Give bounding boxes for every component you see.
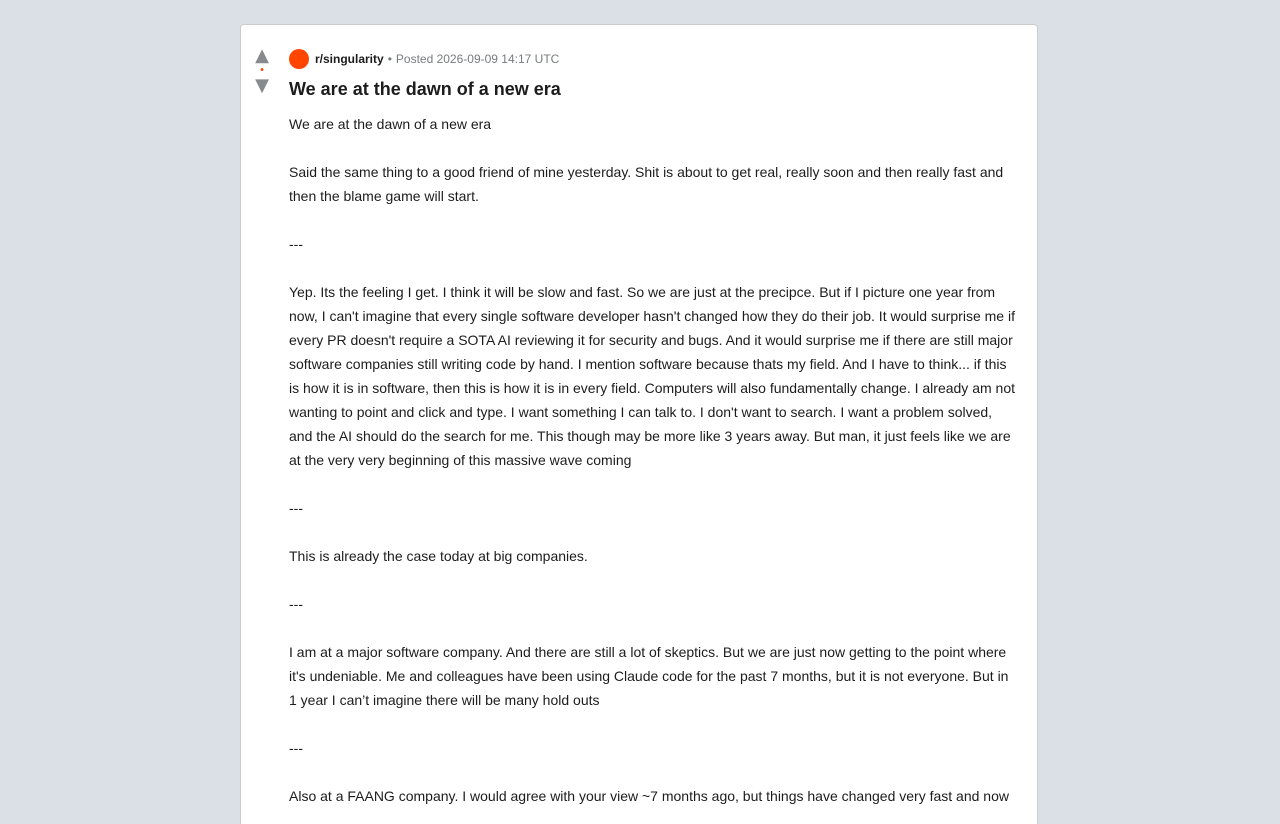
downvote-arrow-icon[interactable]: ▼ (255, 75, 269, 96)
post-divider: --- (289, 740, 303, 756)
post-title[interactable]: We are at the dawn of a new era (289, 79, 561, 99)
subreddit-link[interactable]: r/singularity (315, 52, 384, 66)
post-content (289, 49, 1017, 824)
post-body (289, 112, 1017, 808)
post-paragraph: We are at the dawn of a new era (289, 116, 492, 132)
post-paragraph: Yep. Its the feeling I get. I think it will be slow and fast. So we are just at the precipce. But if I picture one year from now, I can't imagine that every single software developer hasn't changed how they do their job. It would surprise me if every PR doesn't require a SOTA AI reviewing it for security and bugs. And it would surprise me if there are still major software companies still writing code by hand. I mention software because thats my field. And I have to think... if this is how it is in software, then this is how it is in every field. Computers will also fundamentally change. I already am not wanting to point and click and type. I want something I can talk to. I don't want to search. I want a problem solved, and the AI should do the search for me. This though may be more like 3 years away. But man, it just feels like we are at the very very beginning of this massive wave coming (289, 284, 1015, 468)
post-timestamp: Posted 2026-09-09 14:17 UTC (395, 52, 560, 66)
post-paragraph: This is already the case today at big companies. (289, 548, 588, 564)
vote-column (241, 47, 283, 95)
post-divider: --- (289, 596, 303, 612)
upvote-arrow-icon[interactable]: ▲ (255, 45, 269, 66)
meta-separator: • (387, 52, 392, 66)
subreddit-icon[interactable] (289, 49, 309, 69)
post-divider: --- (289, 236, 303, 252)
post-paragraph: Said the same thing to a good friend of mine yesterday. Shit is about to get real, really soon and then really fast and then the blame game will start. (289, 164, 1004, 204)
post-meta (289, 49, 1017, 69)
post-divider: --- (289, 500, 303, 516)
post-paragraph: I am at a major software company. And there are still a lot of skeptics. But we are just now getting to the point where it's undeniable. Me and colleagues have been using Claude code for the past 7 months, but it is not everyone. But in 1 year I can’t imagine there will be many hold outs (289, 644, 1009, 708)
vote-score: • (260, 65, 264, 76)
post-paragraph: Also at a FAANG company. I would agree with your view ~7 months ago, but things have changed very fast and now (289, 788, 1009, 804)
post-card (240, 24, 1038, 824)
